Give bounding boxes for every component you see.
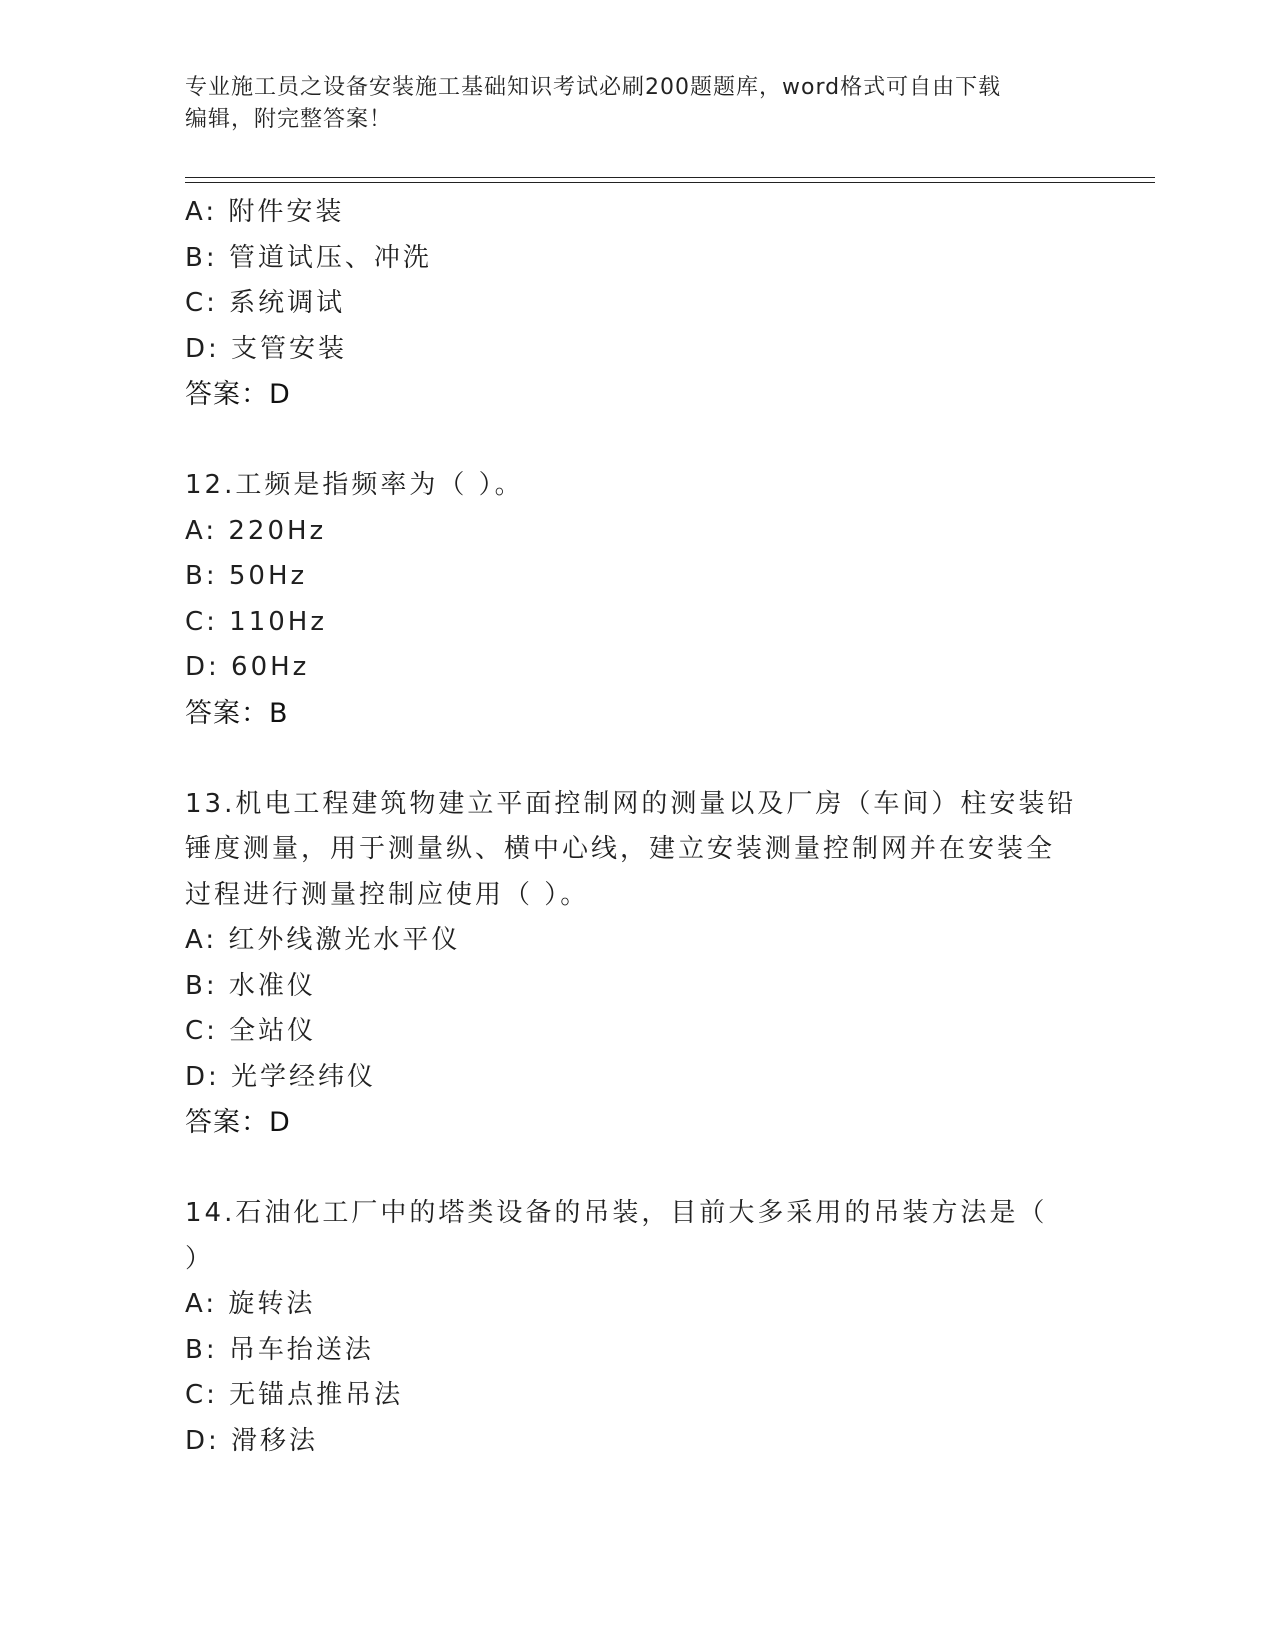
option-b: B: 管道试压、冲洗 (185, 242, 432, 273)
question-list (185, 190, 1085, 1464)
option-a: A: 附件安装 (185, 197, 345, 227)
option-d: D: 支管安装 (185, 333, 348, 364)
spacer (185, 1146, 1085, 1192)
option-c: C: 系统调试 (185, 288, 346, 318)
option-b: B: 50Hz (185, 561, 308, 591)
option-a: A: 旋转法 (185, 1289, 316, 1319)
answer-line: 答案：D (185, 379, 291, 410)
option-d: D: 光学经纬仪 (185, 1061, 377, 1092)
answer-line: 答案：B (185, 697, 289, 729)
spacer (185, 736, 1085, 782)
header-title-line-2: 编辑，附完整答案！ (185, 107, 393, 132)
option-c: C: 110Hz (185, 606, 328, 637)
question-stem-line-2: 锤度测量，用于测量纵、横中心线，建立安装测量控制网并在安装全 (185, 834, 1056, 864)
question-stem-line-1: 13.机电工程建筑物建立平面控制网的测量以及厂房（车间）柱安装铅 (185, 788, 1077, 819)
spacer (185, 418, 1085, 464)
option-d: D: 60Hz (185, 652, 310, 682)
option-a: A: 红外线激光水平仪 (185, 925, 461, 955)
option-c: C: 全站仪 (185, 1016, 317, 1046)
header-double-rule (185, 177, 1155, 183)
option-b: B: 吊车抬送法 (185, 1334, 374, 1365)
question-stem-line-1: 14.石油化工厂中的塔类设备的吊装，目前大多采用的吊装方法是（ (185, 1198, 1048, 1228)
question-12 (185, 463, 1085, 736)
option-c: C: 无锚点推吊法 (185, 1380, 404, 1410)
question-11-tail (185, 190, 1085, 418)
option-a: A: 220Hz (185, 515, 327, 546)
question-stem: 12.工频是指频率为（ ）。 (185, 470, 524, 500)
question-stem-line-3: 过程进行测量控制应使用（ ）。 (185, 879, 590, 910)
option-b: B: 水准仪 (185, 970, 316, 1001)
question-14 (185, 1191, 1085, 1464)
header-title-line-1: 专业施工员之设备安装施工基础知识考试必刷200题题库，word格式可自由下载 (185, 75, 1002, 100)
question-stem-line-2: ） (185, 1243, 215, 1274)
question-13 (185, 782, 1085, 1146)
option-d: D: 滑移法 (185, 1425, 319, 1456)
answer-line: 答案：D (185, 1107, 291, 1138)
document-header (185, 72, 1065, 136)
